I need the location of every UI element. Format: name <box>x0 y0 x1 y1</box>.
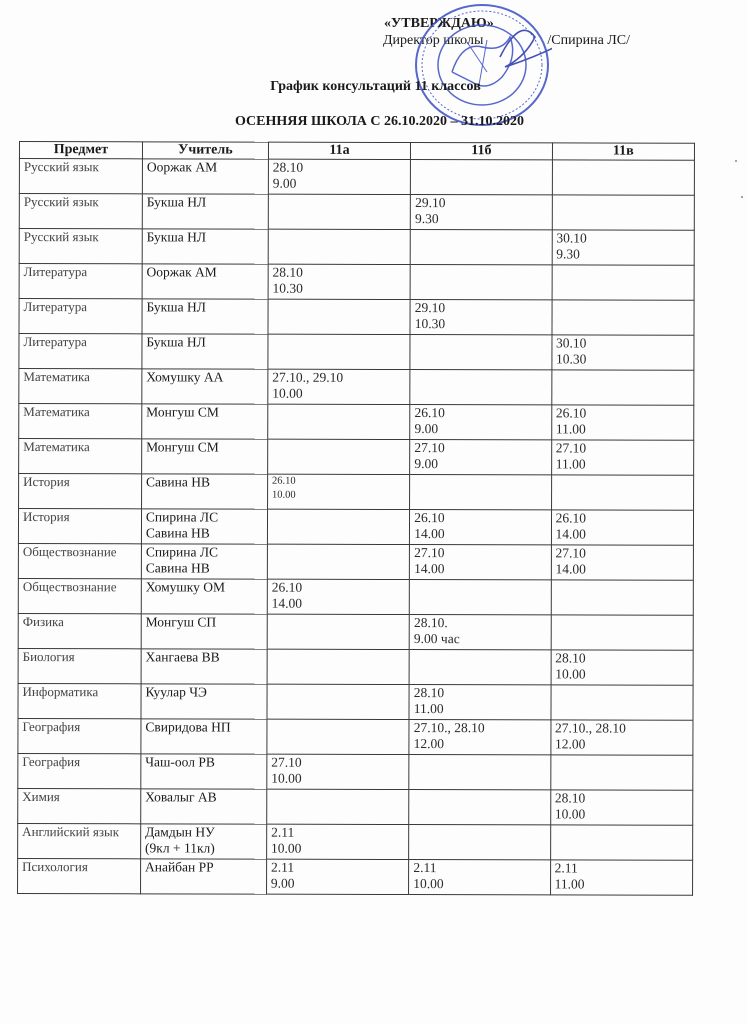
class-11b-cell-line: 28.10. <box>413 615 448 631</box>
teacher-cell-line: Ховалыг АВ <box>145 789 217 805</box>
class-11v-cell-line: 9.30 <box>556 246 580 262</box>
class-11v-cell-line: 27.10., 28.10 <box>555 720 626 736</box>
class-11b-cell-line: 27.10 <box>414 545 445 561</box>
class-11b-cell <box>410 300 551 335</box>
teacher-cell <box>141 824 267 859</box>
class-11b-cell <box>409 860 550 895</box>
class-11b-cell <box>409 790 550 825</box>
teacher-cell <box>142 264 268 299</box>
teacher-cell <box>141 754 267 789</box>
class-11a-cell-line: 10.00 <box>271 770 302 786</box>
teacher-cell <box>141 544 267 579</box>
class-11b-cell <box>409 685 550 720</box>
class-11v-cell <box>551 685 693 720</box>
teacher-cell <box>140 859 266 894</box>
class-11v-cell <box>551 370 693 405</box>
scan-speck <box>741 196 743 198</box>
table-row <box>18 613 693 650</box>
director-name: /Спирина ЛС/ <box>547 33 631 48</box>
class-11a-cell <box>268 194 410 229</box>
class-11b-cell-line: 29.10 <box>414 300 446 316</box>
subject-cell: Биология <box>18 648 141 683</box>
class-11a-cell-line: 28.10 <box>272 264 303 280</box>
class-11v-cell <box>552 265 694 300</box>
document-subtitle: ОСЕННЯЯ ШКОЛА С 26.10.2020 – 31.10.2020 <box>234 114 525 129</box>
class-11b-cell <box>409 615 550 650</box>
class-11v-cell-line: 12.00 <box>554 736 586 752</box>
class-11v-cell-line: 26.10 <box>555 405 587 421</box>
director-position: Директор школы <box>383 33 484 48</box>
subject-cell: Английский язык <box>18 823 141 858</box>
class-11a-cell-line: 28.10 <box>272 159 304 175</box>
table-row <box>18 648 693 685</box>
table-row <box>19 474 694 511</box>
class-11b-cell-line: 12.00 <box>413 736 445 752</box>
class-11a-cell <box>268 299 410 334</box>
class-11a-cell <box>267 649 409 684</box>
teacher-cell-line: Хомушку АА <box>146 369 224 385</box>
teacher-cell-line: Спирина ЛС <box>145 544 219 560</box>
table-row <box>18 543 693 580</box>
class-11v-cell <box>551 580 693 615</box>
subject-cell: Обществознание <box>18 543 141 578</box>
table-row <box>19 229 694 266</box>
subject-cell: Русский язык <box>19 194 142 229</box>
teacher-cell-line: Монгуш СП <box>145 614 217 630</box>
class-11v-cell <box>551 475 693 510</box>
class-11b-cell-line: 14.00 <box>414 526 445 542</box>
class-11v-cell-line: 28.10 <box>554 790 586 806</box>
table-row <box>18 753 693 790</box>
class-11a-cell <box>268 264 410 299</box>
class-11v-cell-line: 10.00 <box>554 806 586 822</box>
subject-cell: Литература <box>19 334 142 369</box>
teacher-cell-line: Савина НВ <box>145 525 210 541</box>
teacher-cell <box>142 439 268 474</box>
table-body <box>18 159 695 896</box>
class-11a-cell-line: 10.00 <box>271 489 296 501</box>
class-11b-cell <box>410 370 551 405</box>
subject-cell: Литература <box>19 299 142 334</box>
subject-cell: История <box>19 474 142 509</box>
class-11b-cell-line: 28.10 <box>413 685 445 701</box>
table-row <box>18 683 693 720</box>
subject-cell: Литература <box>19 264 142 299</box>
table-row <box>18 578 693 615</box>
class-11b-cell <box>410 335 551 370</box>
class-11v-cell-line: 27.10 <box>555 545 586 561</box>
header-class-11v: 11в <box>552 143 694 160</box>
class-11a-cell <box>267 789 409 824</box>
subject-cell: Русский язык <box>19 159 142 194</box>
class-11a-cell-line: 2.11 <box>271 824 295 840</box>
class-11a-cell <box>267 824 409 859</box>
class-11b-cell <box>410 265 551 300</box>
class-11a-cell <box>267 754 409 789</box>
class-11b-cell-line: 9.30 <box>415 211 439 227</box>
class-11v-cell-line: 30.10 <box>556 335 587 351</box>
class-11a-cell-line: 9.00 <box>272 175 297 191</box>
teacher-cell-line: Букша НЛ <box>146 229 207 245</box>
school-stamp-icon <box>412 2 552 128</box>
teacher-cell <box>142 334 268 369</box>
class-11v-cell <box>550 755 692 790</box>
teacher-cell-line: Анайбан РР <box>144 859 214 875</box>
header-subject: Предмет <box>19 142 142 159</box>
class-11b-cell-line: 29.10 <box>415 195 446 211</box>
class-11a-cell <box>267 544 409 579</box>
class-11b-cell-line: 9.00 <box>414 421 439 437</box>
teacher-cell-line: Ооржак АМ <box>146 159 218 175</box>
class-11a-cell-line: 2.11 <box>270 859 295 875</box>
class-11a-cell <box>267 509 409 544</box>
class-11b-cell <box>410 440 551 475</box>
class-11v-cell-line: 14.00 <box>555 561 586 577</box>
class-11v-cell <box>551 545 693 580</box>
teacher-cell <box>141 789 267 824</box>
class-11v-cell-line: 10.00 <box>555 666 586 682</box>
table-header-row <box>19 142 694 161</box>
teacher-cell-line: Чаш-оол РВ <box>145 754 215 770</box>
subject-cell: Химия <box>18 788 141 823</box>
class-11a-cell-line: 10.00 <box>272 385 303 401</box>
table-row <box>19 299 694 336</box>
teacher-cell-line: Дамдын НУ <box>145 824 215 840</box>
class-11b-cell-line: 11.00 <box>413 701 444 717</box>
class-11a-cell-line: 9.00 <box>270 875 295 891</box>
class-11a-cell <box>267 474 409 509</box>
subject-cell: История <box>18 509 141 544</box>
header-class-11b: 11б <box>411 143 552 160</box>
teacher-cell <box>142 299 268 334</box>
teacher-cell <box>141 579 267 614</box>
class-11v-cell <box>550 720 692 755</box>
class-11v-cell <box>551 440 693 475</box>
class-11b-cell <box>410 230 551 265</box>
teacher-cell <box>142 194 268 229</box>
scan-speck <box>735 160 737 162</box>
teacher-cell-line: Монгуш СМ <box>146 404 219 420</box>
table-row <box>18 509 693 546</box>
class-11v-cell <box>552 160 694 195</box>
class-11b-cell-line: 26.10 <box>414 510 445 526</box>
class-11b-cell <box>411 195 552 230</box>
class-11v-cell <box>551 405 693 440</box>
teacher-cell-line: Монгуш СМ <box>146 439 219 455</box>
subject-cell: Физика <box>18 613 141 648</box>
class-11a-cell <box>267 579 409 614</box>
consultation-schedule-table <box>17 141 695 896</box>
subject-cell: Обществознание <box>18 578 141 613</box>
teacher-cell-line: Хомушку ОМ <box>145 579 226 595</box>
table-row <box>18 823 693 860</box>
class-11b-cell <box>409 650 550 685</box>
subject-cell: Математика <box>19 404 142 439</box>
table-row <box>18 788 693 825</box>
class-11a-cell-line: 26.10 <box>271 475 296 487</box>
teacher-cell <box>142 229 268 264</box>
class-11v-cell <box>550 825 692 860</box>
class-11v-cell <box>550 860 692 895</box>
subject-cell: Русский язык <box>19 229 142 264</box>
class-11a-cell <box>268 404 410 439</box>
table-row <box>19 264 694 301</box>
header-teacher: Учитель <box>142 142 268 159</box>
teacher-cell <box>142 159 268 194</box>
class-11a-cell-line: 26.10 <box>271 579 303 595</box>
class-11a-cell <box>268 369 410 404</box>
class-11b-cell-line: 10.30 <box>414 316 446 332</box>
teacher-cell-line: Свиридова НП <box>145 719 231 735</box>
header-class-11a: 11а <box>268 142 410 159</box>
class-11v-cell-line: 14.00 <box>555 526 586 542</box>
table-row <box>19 194 694 231</box>
teacher-cell-line: Букша НЛ <box>146 299 206 315</box>
class-11b-cell <box>410 580 551 615</box>
teacher-cell-line: Куулар ЧЭ <box>145 684 207 700</box>
teacher-cell <box>141 719 267 754</box>
teacher-cell-line: Савина НВ <box>145 560 210 576</box>
teacher-cell <box>142 369 268 404</box>
class-11v-cell <box>552 230 694 265</box>
class-11a-cell <box>268 334 410 369</box>
subject-cell: Математика <box>19 369 142 404</box>
subject-cell: География <box>18 753 141 788</box>
class-11v-cell <box>551 335 693 370</box>
class-11v-cell <box>552 300 694 335</box>
class-11a-cell-line: 27.10., 29.10 <box>272 369 344 385</box>
table-row <box>18 718 693 755</box>
class-11b-cell-line: 9.00 час <box>413 631 460 647</box>
class-11v-cell <box>551 650 693 685</box>
teacher-cell <box>141 649 267 684</box>
class-11a-cell <box>268 159 410 194</box>
class-11v-cell-line: 30.10 <box>556 230 587 246</box>
class-11b-cell-line: 9.00 <box>414 456 439 472</box>
subject-cell: Математика <box>19 439 142 474</box>
class-11b-cell-line: 14.00 <box>414 561 445 577</box>
teacher-cell-line: Ооржак АМ <box>146 264 217 280</box>
class-11v-cell <box>552 195 694 230</box>
class-11v-cell-line: 11.00 <box>554 876 585 892</box>
class-11v-cell-line: 10.30 <box>556 351 587 367</box>
subject-cell: Психология <box>18 858 141 893</box>
document-title: График консультаций 11 классов <box>270 79 481 94</box>
subject-cell: Информатика <box>18 683 141 718</box>
class-11b-cell <box>410 510 551 545</box>
class-11b-cell-line: 26.10 <box>414 405 445 421</box>
class-11b-cell <box>409 755 550 790</box>
class-11v-cell <box>551 510 693 545</box>
class-11v-cell-line: 2.11 <box>554 860 578 876</box>
class-11b-cell-line: 10.00 <box>413 876 444 892</box>
subject-cell: География <box>18 718 141 753</box>
teacher-cell <box>141 684 267 719</box>
class-11a-cell <box>268 439 410 474</box>
class-11a-cell-line: 10.30 <box>272 280 303 296</box>
class-11b-cell <box>411 160 552 195</box>
class-11a-cell <box>267 684 409 719</box>
class-11a-cell <box>266 859 408 894</box>
class-11b-cell-line: 27.10 <box>414 440 445 456</box>
class-11v-cell-line: 26.10 <box>555 510 587 526</box>
table-row <box>19 369 694 406</box>
class-11a-cell-line: 10.00 <box>271 840 302 856</box>
table-row <box>19 439 694 476</box>
class-11b-cell <box>410 545 551 580</box>
class-11a-cell <box>267 719 409 754</box>
teacher-cell-line: Савина НВ <box>145 474 210 490</box>
class-11v-cell-line: 28.10 <box>555 650 586 666</box>
table-row <box>19 334 694 371</box>
class-11a-cell-line: 27.10 <box>271 754 302 770</box>
table-row <box>19 404 694 441</box>
teacher-cell <box>141 509 267 544</box>
teacher-cell <box>141 614 267 649</box>
teacher-cell <box>141 474 267 509</box>
teacher-cell-line: Букша НЛ <box>146 194 207 210</box>
class-11a-cell <box>267 614 409 649</box>
class-11a-cell-line: 14.00 <box>271 595 303 611</box>
teacher-cell-line: Хангаева ВВ <box>145 649 220 665</box>
class-11b-cell-line: 27.10., 28.10 <box>413 720 485 736</box>
teacher-cell-line: Букша НЛ <box>146 334 206 350</box>
class-11b-cell <box>409 825 550 860</box>
class-11v-cell-line: 11.00 <box>555 421 586 437</box>
class-11b-cell <box>410 405 551 440</box>
class-11v-cell <box>551 615 693 650</box>
class-11b-cell <box>410 475 551 510</box>
class-11a-cell <box>268 229 410 264</box>
class-11v-cell-line: 27.10 <box>555 440 587 456</box>
table-row <box>18 858 693 895</box>
class-11b-cell <box>409 720 550 755</box>
table-row <box>19 159 694 196</box>
approval-heading: «УТВЕРЖДАЮ» <box>384 16 494 31</box>
class-11b-cell-line: 2.11 <box>413 860 437 876</box>
teacher-cell-line: (9кл + 11кл) <box>145 840 215 856</box>
class-11v-cell <box>550 790 692 825</box>
class-11v-cell-line: 11.00 <box>555 456 586 472</box>
teacher-cell-line: Спирина ЛС <box>145 509 219 525</box>
teacher-cell <box>142 404 268 439</box>
